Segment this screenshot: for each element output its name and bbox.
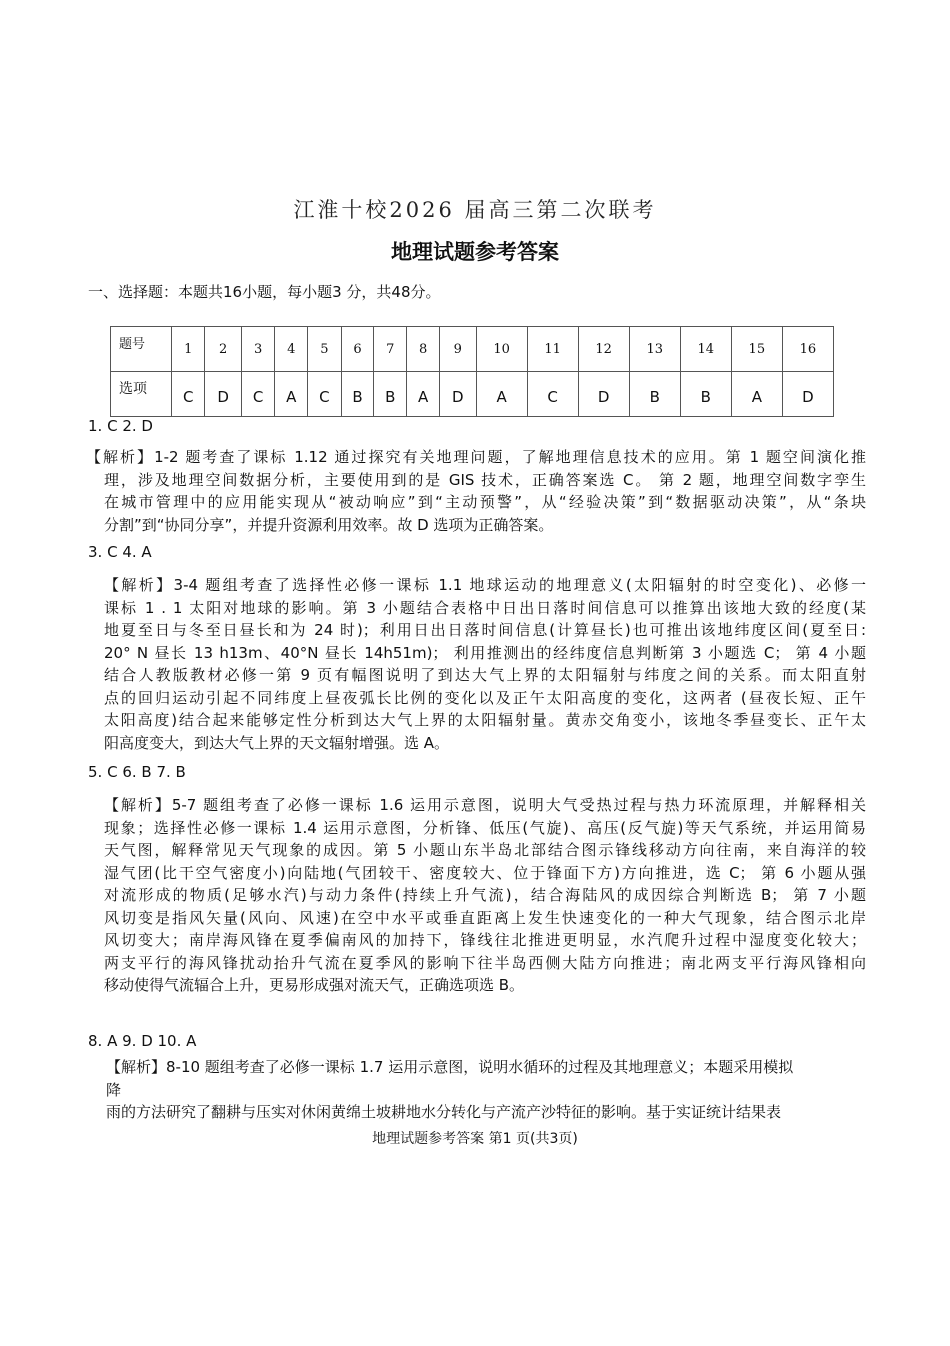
question-number-row	[111, 327, 834, 372]
answer-option: B	[680, 372, 731, 417]
question-number: 14	[680, 327, 731, 372]
answer-option: D	[782, 372, 833, 417]
answer-option: B	[374, 372, 407, 417]
question-number: 15	[731, 327, 782, 372]
explanation-line: 【解析】8-10 题组考查了必修一课标 1.7 运用示意图，说明水循环的过程及其地理意义；本题采用模拟	[106, 1058, 794, 1076]
question-number: 5	[308, 327, 341, 372]
answer-option: B	[341, 372, 374, 417]
answer-option: C	[172, 372, 205, 417]
explanation-line: 理，涉及地理空间数据分析，主要使用到的是 GIS 技术，正确答案选 C。 第 2 题，地理空间数字孪生	[104, 470, 866, 489]
explanation-line: 对流形成的物质(足够水汽)与动力条件(持续上升气流)，结合海陆风的成因综合判断选 B； 第 7 小题	[104, 886, 866, 904]
question-number: 13	[629, 327, 680, 372]
answer-option: A	[407, 372, 440, 417]
explanation-line: 20° N 昼长 13 h13m、40°N 昼长 14h51m)； 利用推测出的经纬度信息判断第 3 小题选 C； 第 4 小题	[104, 643, 866, 662]
question-number: 7	[374, 327, 407, 372]
explanation-line: 天气图，解释常见天气现象的成因。第 5 小题山东半岛北部结合图示锋线移动方向往南，来自海洋的较	[104, 841, 866, 859]
question-number: 6	[341, 327, 374, 372]
explanation-line: 分割”到“协同分享”，并提升资源利用效率。故 D 选项为正确答案。	[104, 515, 554, 534]
answer-summary: 8. A 9. D 10. A	[88, 1032, 197, 1050]
option-row	[111, 372, 834, 417]
row-label: 题号	[111, 327, 172, 372]
answer-option: A	[476, 372, 527, 417]
answer-summary: 5. C 6. B 7. B	[88, 763, 186, 781]
answer-option: D	[440, 372, 477, 417]
explanation-line: 两支平行的海风锋扰动抬升气流在夏季风的影响下往半岛西侧大陆方向推进；南北两支平行海风锋相向	[104, 953, 866, 972]
explanation-paragraph	[104, 794, 866, 997]
explanation-line: 地夏至日与冬至日昼长和为 24 时)；利用日出日落时间信息(计算昼长)也可推出该地纬度区间(夏至日:	[104, 621, 866, 639]
explanation-line: 降	[106, 1080, 122, 1099]
explanation-line: 雨的方法研究了翻耕与压实对休闲黄绵土坡耕地水分转化与产流产沙特征的影响。基于实证统计结果表	[106, 1103, 782, 1121]
document-title: 地理试题参考答案	[391, 240, 559, 264]
question-number: 4	[275, 327, 308, 372]
answer-option: D	[578, 372, 629, 417]
answer-table	[110, 326, 834, 417]
explanation-line: 【解析】1-2 题考查了课标 1.12 通过探究有关地理问题，了解地理信息技术的应用。第 1 题空间演化推	[86, 448, 866, 466]
explanation-line: 风切变是指风矢量(风向、风速)在空中水平或垂直距离上发生快速变化的一种大气现象，结合图示北岸	[104, 908, 866, 927]
question-number: 1	[172, 327, 205, 372]
exam-title: 江淮十校2026 届高三第二次联考	[293, 198, 657, 222]
explanation-line: 结合人教版教材必修一第 9 页有幅图说明了到达大气上界的太阳辐射与纬度之间的关系。而太阳直射	[104, 666, 866, 684]
answer-option: B	[629, 372, 680, 417]
explanation-line: 【解析】3-4 题组考查了选择性必修一课标 1.1 地球运动的地理意义(太阳辐射的时空变化)、必修一	[104, 576, 866, 594]
answer-option: C	[527, 372, 578, 417]
answer-summary: 1. C 2. D	[88, 417, 153, 435]
explanation-line: 太阳高度)结合起来能够定性分析到达大气上界的太阳辐射量。黄赤交角变小，该地冬季昼变长、正午太	[104, 711, 866, 729]
explanation-line: 移动使得气流辐合上升，更易形成强对流天气，正确选项选 B。	[104, 976, 525, 994]
explanation-paragraph	[104, 574, 866, 754]
page-footer: 地理试题参考答案 第1 页(共3页)	[372, 1131, 578, 1147]
explanation-line: 湿气团(比干空气密度小)向陆地(气团较干、密度较大、位于锋面下方)方向推进，选 C； 第 6 小题从强	[104, 863, 866, 882]
explanation-line: 阳高度变大，到达大气上界的天文辐射增强。选 A。	[104, 733, 450, 752]
question-number: 2	[205, 327, 242, 372]
explanation-line: 在城市管理中的应用能实现从“被动响应”到“主动预警”，从“经验决策”到“数据驱动决策”，从“条块	[104, 493, 866, 511]
question-number: 8	[407, 327, 440, 372]
answer-option: D	[205, 372, 242, 417]
question-number: 9	[440, 327, 477, 372]
answer-option: A	[275, 372, 308, 417]
section-heading: 一、选择题：本题共16小题，每小题3 分，共48分。	[88, 283, 441, 301]
explanation-line: 课标 1 . 1 太阳对地球的影响。第 3 小题结合表格中日出日落时间信息可以推算出该地大致的经度(某	[104, 598, 866, 617]
explanation-line: 点的回归运动引起不同纬度上昼夜弧长比例的变化以及正午太阳高度的变化，这两者 (昼夜长短、正午	[104, 688, 866, 707]
question-number: 16	[782, 327, 833, 372]
answer-option: C	[241, 372, 274, 417]
row-label: 选项	[111, 372, 172, 417]
question-number: 12	[578, 327, 629, 372]
question-number: 3	[241, 327, 274, 372]
answer-summary: 3. C 4. A	[88, 543, 152, 561]
explanation-line: 风切变大；南岸海风锋在夏季偏南风的加持下，锋线往北推进更明显，水汽爬升过程中湿度变化较大；	[104, 931, 866, 949]
answer-option: C	[308, 372, 341, 417]
explanation-paragraph	[86, 446, 866, 536]
explanation-line: 【解析】5-7 题组考查了必修一课标 1.6 运用示意图，说明大气受热过程与热力环流原理，并解释相关	[104, 796, 866, 814]
question-number: 10	[476, 327, 527, 372]
explanation-line: 现象；选择性必修一课标 1.4 运用示意图，分析锋、低压(气旋)、高压(反气旋)等天气系统，并运用简易	[104, 818, 866, 837]
explanation-paragraph	[106, 1056, 864, 1124]
answer-option: A	[731, 372, 782, 417]
question-number: 11	[527, 327, 578, 372]
